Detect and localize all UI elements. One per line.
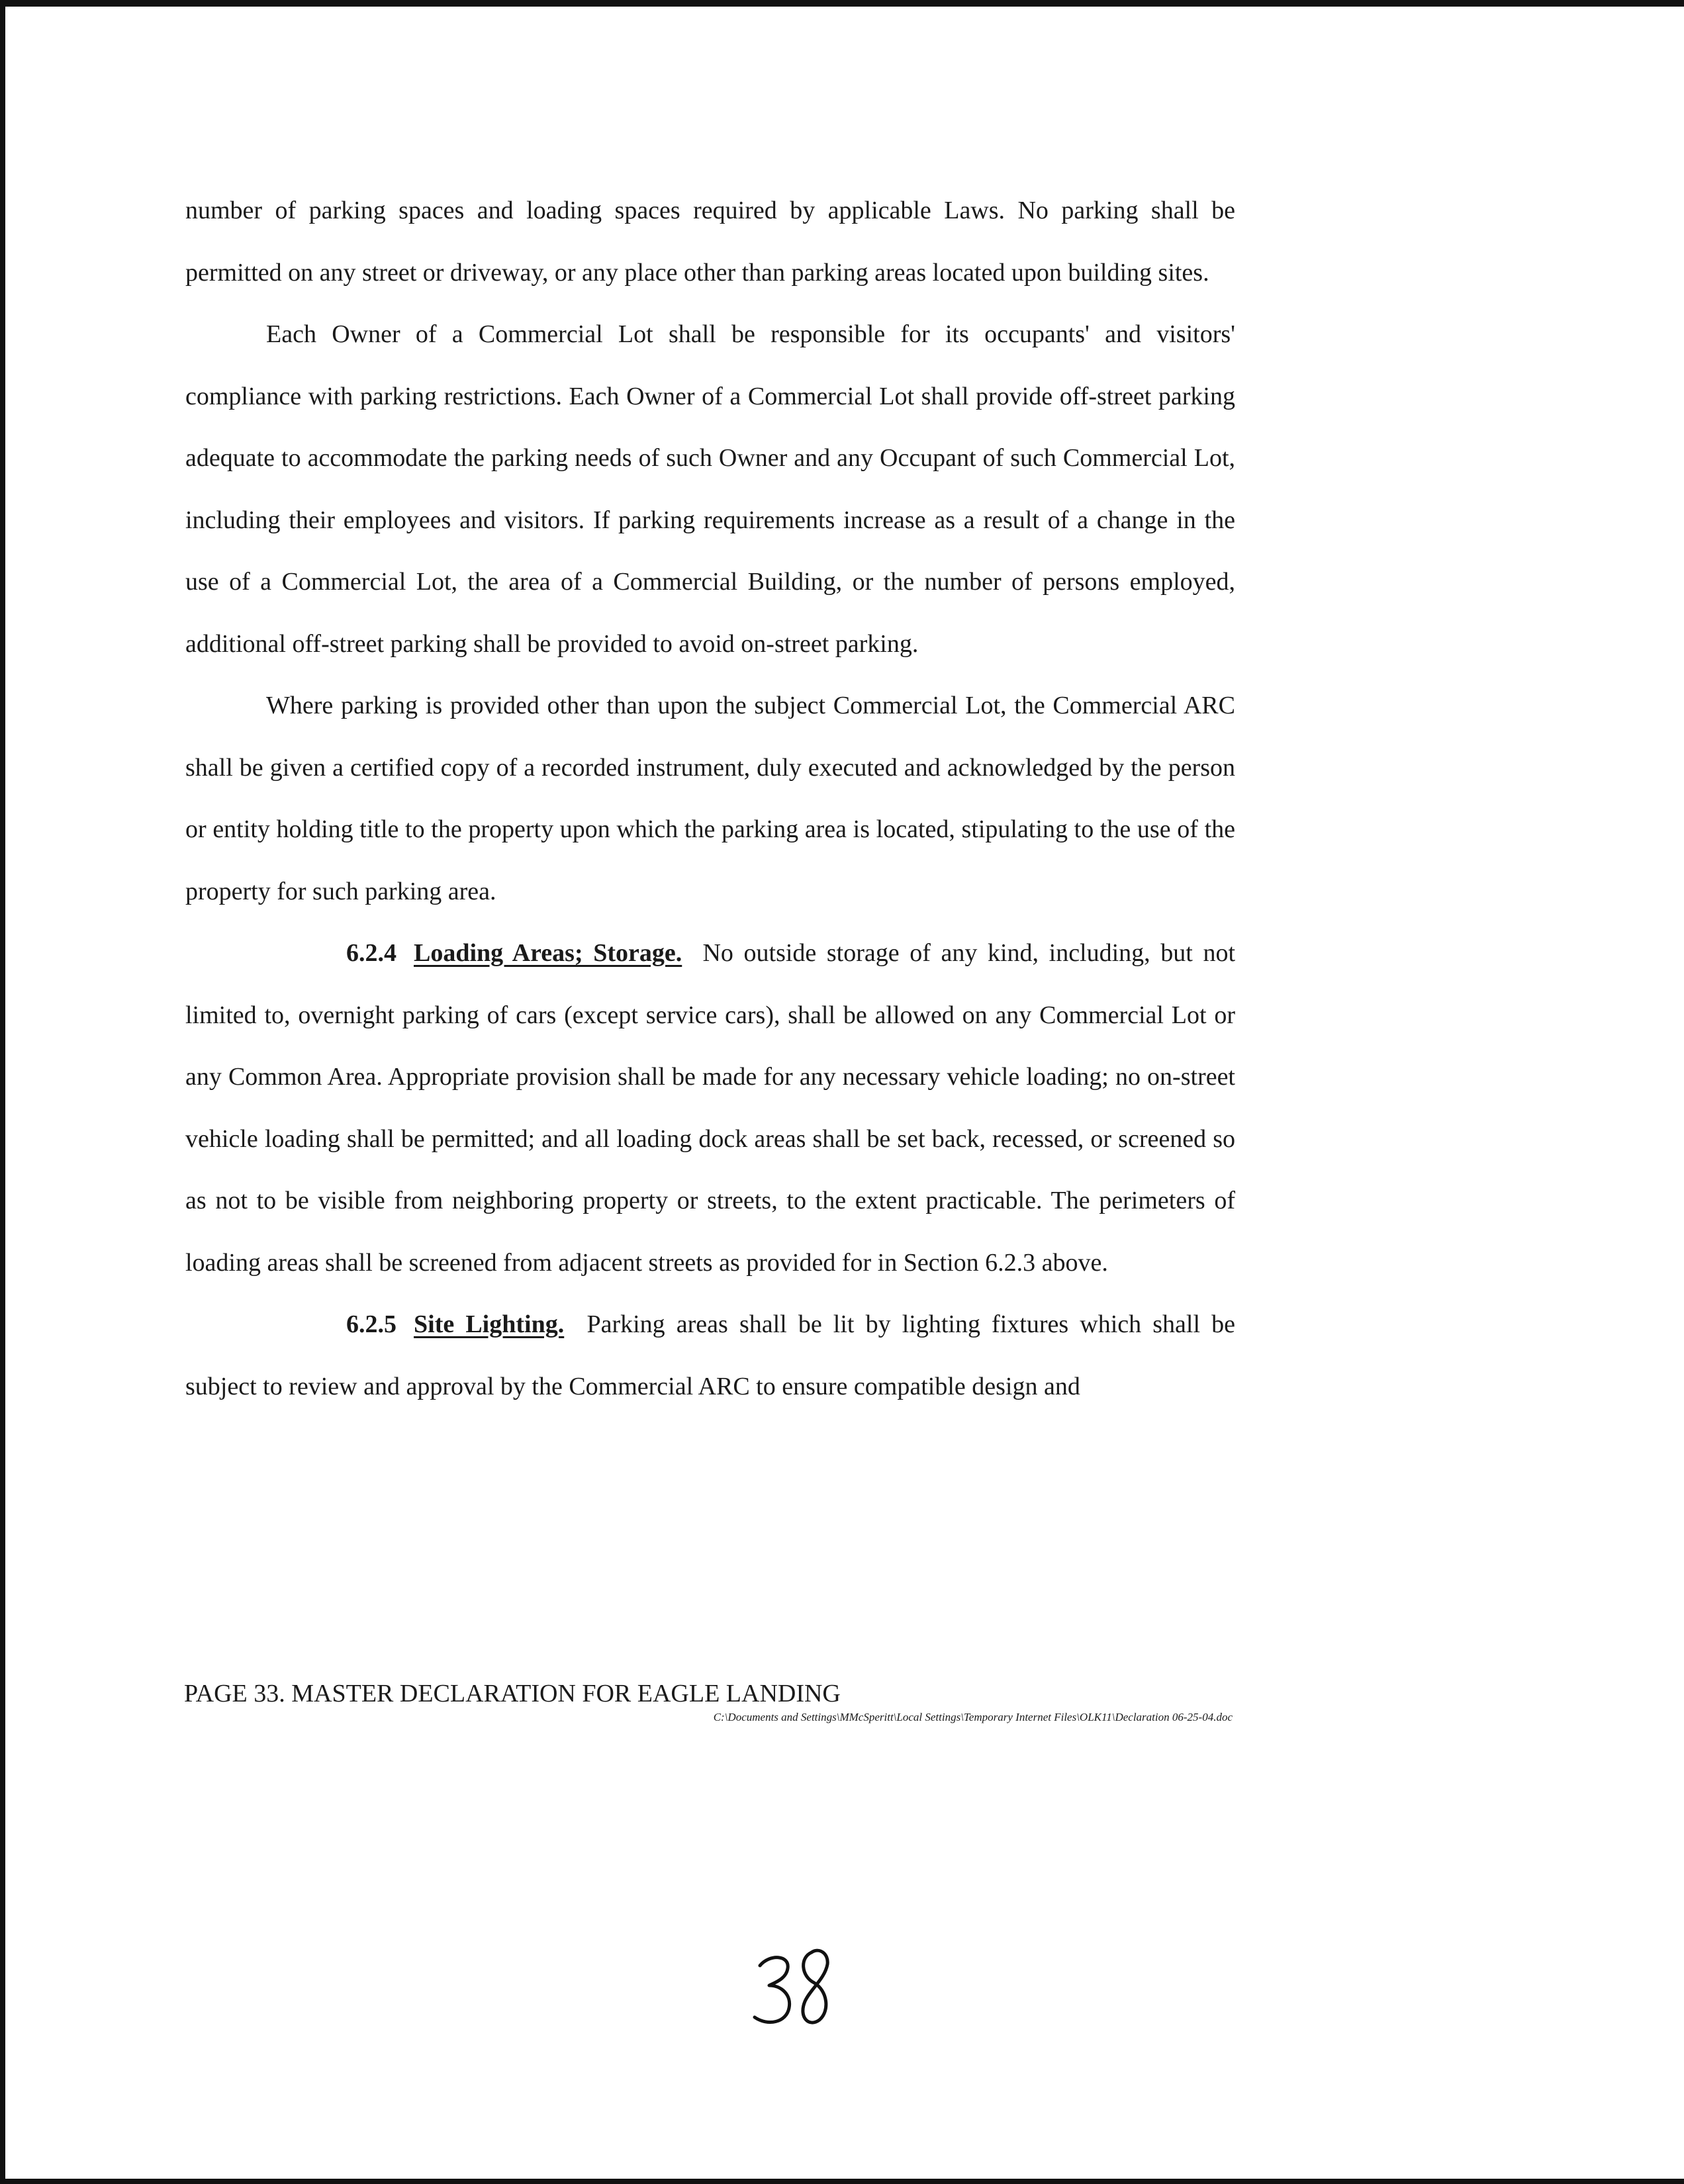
section-text: No outside storage of any kind, including, but not limited to, overnight parking of cars (except service cars), shall be allowed on any Commercial Lot or any Common Area. Appropriate provision shall be made for any necessary vehicle loading; no on-street vehicle loading shall be permitted; and all loading dock areas shall be set back, recessed, or screened so as not to be visible from neighboring property or streets, to the extent practicable. The perimeters of loading areas shall be screened from adjacent streets as provided for in Section 6.2.3 above. — [185, 939, 1235, 1277]
handwritten-page-number — [740, 1939, 846, 2038]
scan-edge-bottom — [0, 2179, 1684, 2184]
section-6-2-5 — [185, 1294, 1235, 1418]
section-title: Loading Areas; Storage. — [414, 939, 682, 967]
document-body — [185, 180, 1235, 1418]
section-title: Site Lighting. — [414, 1310, 565, 1338]
section-number: 6.2.5 — [346, 1310, 397, 1338]
paragraph-owner-responsibility: Each Owner of a Commercial Lot shall be responsible for its occupants' and visitors' compliance with parking restrictions. Each Owner of a Commercial Lot shall provide off-street parking adequate to accommodate the parking needs of such Owner and any Occupant of such Commercial Lot, including their employees and visitors. If parking requirements increase as a result of a change in the use of a Commercial Lot, the area of a Commercial Building, or the number of persons employed, additional off-street parking shall be provided to avoid on-street parking. — [185, 320, 1235, 658]
footer-title: PAGE 33. MASTER DECLARATION FOR EAGLE LANDING — [184, 1680, 841, 1707]
section-text: Parking areas shall be lit by lighting fixtures which shall be subject to review and approval by the Commercial ARC to ensure compatible design and — [185, 1310, 1235, 1400]
footer-file-path: C:\Documents and Settings\MMcSperitt\Local Settings\Temporary Internet Files\OLK11\Declaration 06-25-04.doc — [713, 1711, 1233, 1723]
scan-edge-left — [0, 0, 5, 2184]
paragraph-parking-laws: number of parking spaces and loading spaces required by applicable Laws. No parking shall be permitted on any street or driveway, or any place other than parking areas located upon building sites. — [185, 197, 1235, 287]
scan-edge-top — [0, 0, 1684, 7]
section-6-2-4 — [185, 923, 1235, 1294]
section-number: 6.2.4 — [346, 939, 397, 967]
paragraph-offsite-parking: Where parking is provided other than upon the subject Commercial Lot, the Commercial ARC shall be given a certified copy of a recorded instrument, duly executed and acknowledged by the person or entity holding title to the property upon which the parking area is located, stipulating to the use of the property for such parking area. — [185, 692, 1235, 905]
